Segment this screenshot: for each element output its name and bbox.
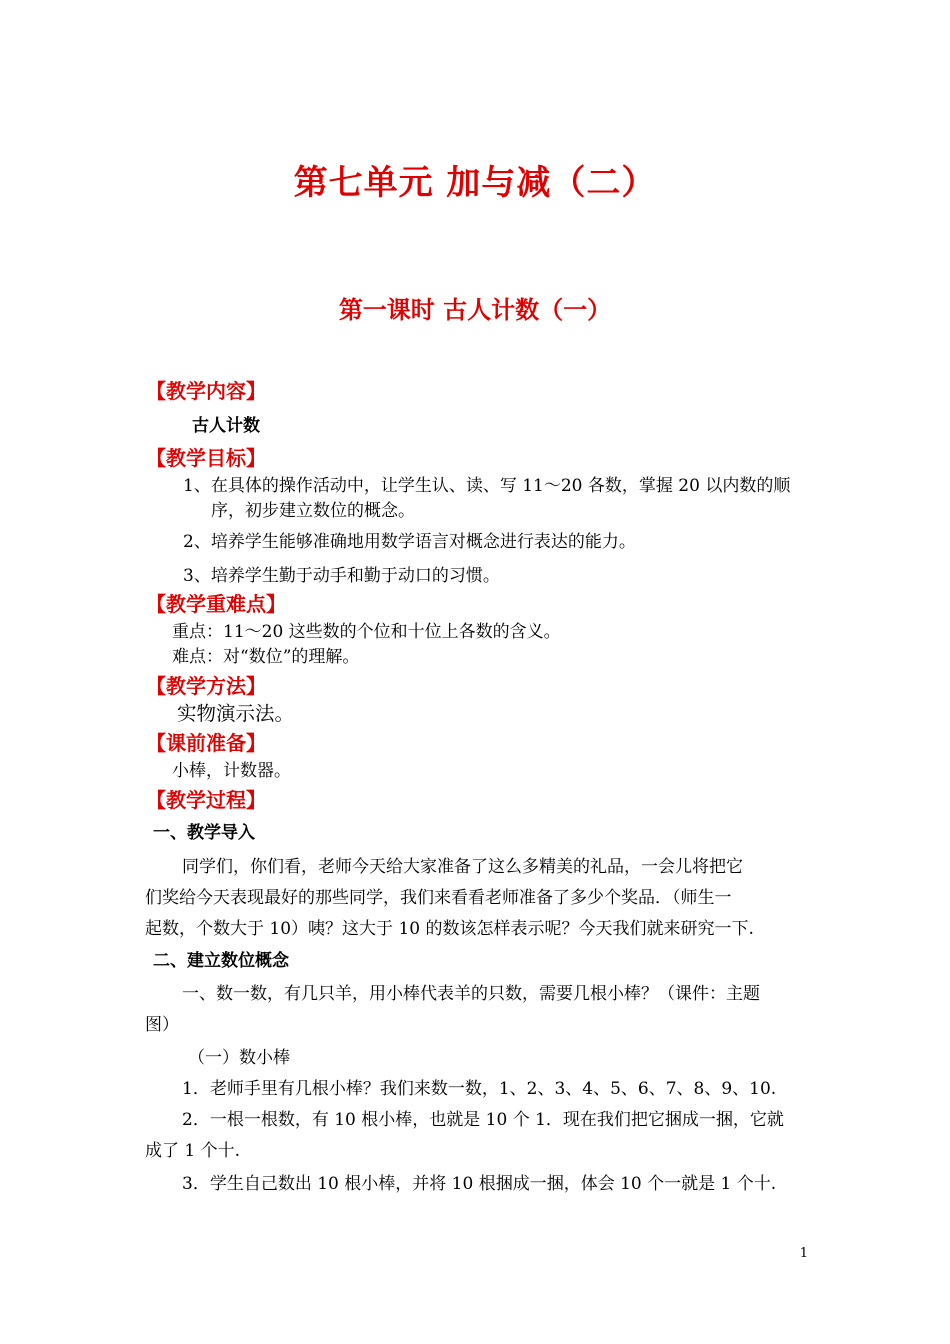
unit-title: 第七单元 加与减（二）	[293, 163, 657, 203]
page-number: 1	[799, 1246, 808, 1261]
process-part2-heading: 二、建立数位概念	[153, 951, 289, 971]
section-heading-content: 【教学内容】	[146, 379, 266, 403]
list-item: 成了 1 个十.	[145, 1141, 241, 1161]
paragraph-line: 同学们，你们看，老师今天给大家准备了这么多精美的礼品，一会儿将把它	[182, 857, 743, 877]
prep-body: 小棒，计数器。	[172, 761, 291, 781]
list-item: 2．一根一根数，有 10 根小棒，也就是 10 个 1．现在我们把它捆成一捆，它就	[182, 1110, 784, 1130]
paragraph-line: 一、数一数，有几只羊，用小棒代表羊的只数，需要几根小棒？（课件：主题	[182, 984, 760, 1004]
sub-heading: （一）数小棒	[188, 1048, 290, 1068]
goal-line: 1、在具体的操作活动中，让学生认、读、写 11～20 各数，掌握 20 以内数的顺	[183, 476, 791, 496]
goal-line: 序，初步建立数位的概念。	[211, 501, 415, 521]
paragraph-line: 图）	[145, 1015, 179, 1035]
section-heading-method: 【教学方法】	[146, 674, 266, 698]
difficult-point-line: 难点：对“数位”的理解。	[172, 647, 360, 667]
section-heading-goals: 【教学目标】	[146, 446, 266, 470]
key-point-line: 重点：11～20 这些数的个位和十位上各数的含义。	[172, 622, 561, 642]
list-item: 1．老师手里有几根小棒？我们来数一数，1、2、3、4、5、6、7、8、9、10.	[182, 1079, 777, 1099]
content-body: 古人计数	[192, 416, 260, 436]
section-heading-key-points: 【教学重难点】	[146, 592, 286, 616]
list-item: 3．学生自己数出 10 根小棒，并将 10 根捆成一捆，体会 10 个一就是 1 个十.	[182, 1174, 777, 1194]
process-part1-heading: 一、教学导入	[153, 823, 255, 843]
goal-line: 2、培养学生能够准确地用数学语言对概念进行表达的能力。	[183, 532, 636, 552]
goal-line: 3、培养学生勤于动手和勤于动口的习惯。	[183, 566, 500, 586]
paragraph-line: 起数，个数大于 10）咦？这大于 10 的数该怎样表示呢？今天我们就来研究一下.	[145, 919, 754, 939]
method-body: 实物演示法。	[177, 702, 295, 725]
paragraph-line: 们奖给今天表现最好的那些同学，我们来看看老师准备了多少个奖品．（师生一	[145, 888, 732, 908]
lesson-title: 第一课时 古人计数（一）	[338, 296, 612, 324]
section-heading-prep: 【课前准备】	[146, 731, 266, 755]
section-heading-process: 【教学过程】	[146, 788, 266, 812]
